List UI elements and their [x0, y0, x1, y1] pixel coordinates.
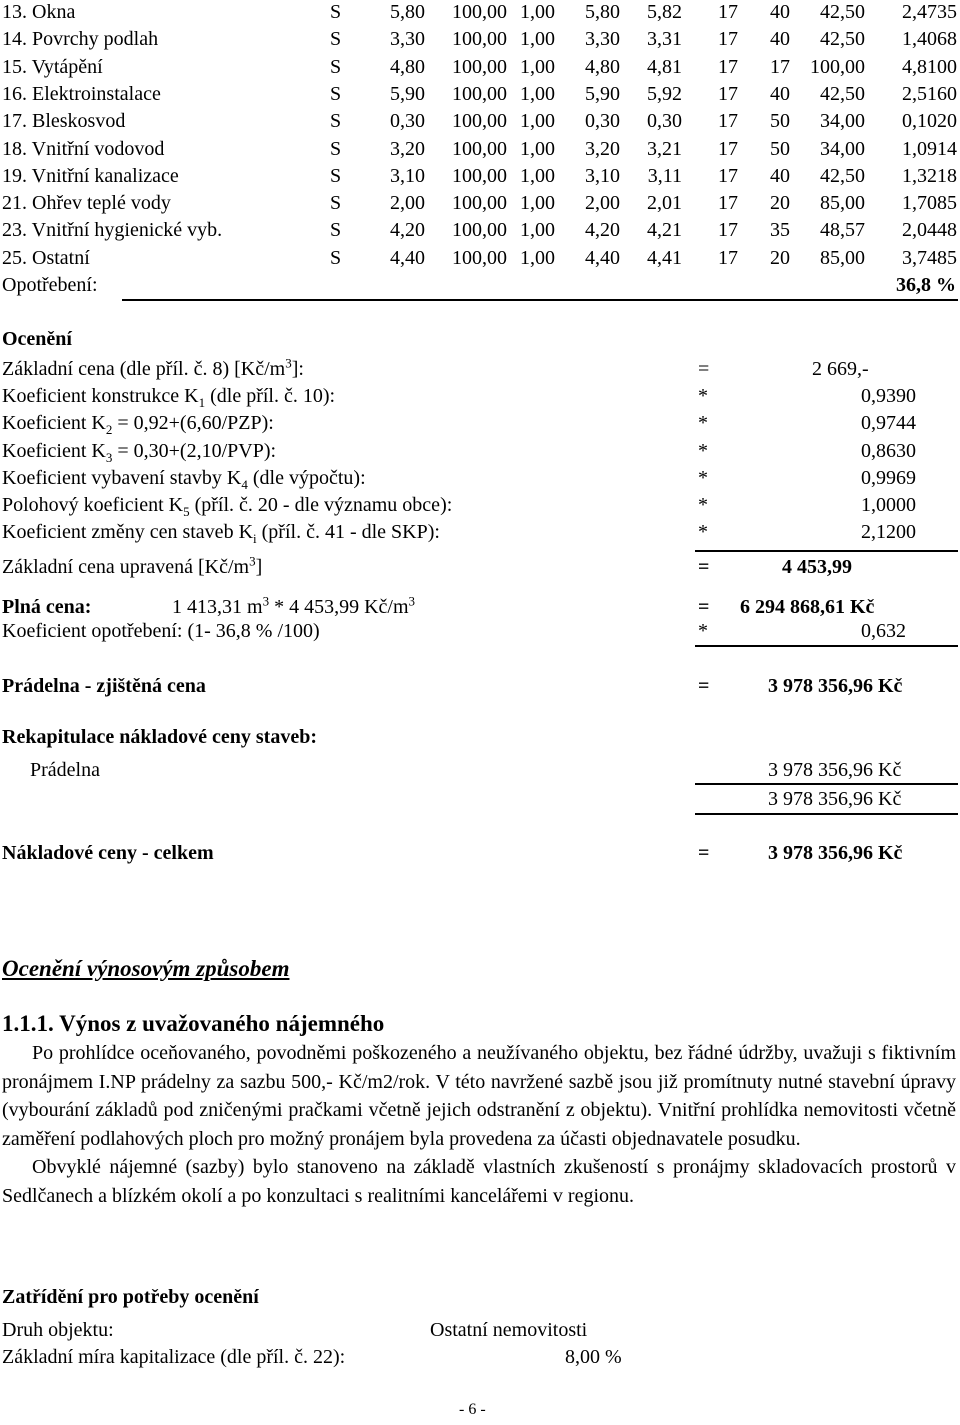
- result-label: Prádelna - zjištěná cena: [2, 675, 206, 697]
- result-op: =: [698, 675, 710, 697]
- table-cell-v7: 40: [770, 164, 790, 187]
- table-cell-v1: 3,20: [390, 137, 425, 160]
- table-cell-v4: 4,40: [585, 246, 620, 269]
- table-cell-s: S: [330, 164, 342, 187]
- valuation-value-base_price: 2 669,-: [812, 358, 869, 380]
- adjusted-op: =: [698, 556, 710, 578]
- table-cell-v6: 17: [718, 219, 738, 242]
- table-cell-v6: 17: [718, 28, 738, 51]
- table-cell-v9: 1,0914: [902, 137, 957, 160]
- valuation-op-ki: *: [698, 521, 708, 544]
- table-cell-v4: 4,80: [585, 55, 620, 78]
- table-cell-v9: 2,5160: [902, 82, 957, 105]
- valuation-value-k1: 0,9390: [861, 385, 916, 408]
- page-number: - 6 -: [459, 1401, 486, 1418]
- paragraph-1: Po prohlídce oceňovaného, povodněmi poškozeného a neužívaného objektu, bez řádné údržby, uvažuji s fiktivním pronájmem I.NP prádelny za sazbu 500,- Kč/m2/rok. V této navržené sazbě jsou již promítnuty nutné stavební úpravy (vybourání základů pod zničenými pračkami včetně jejich odstranění z objektu). Vnitřní prohlídka nemovitosti včetně zaměření podlahových ploch pro možný pronájem byla provedena za účasti objednavatele posudku.: [2, 1042, 956, 1150]
- table-cell-s: S: [330, 82, 342, 105]
- table-cell-name: 21. Ohřev teplé vody: [2, 192, 171, 215]
- table-cell-v7: 50: [770, 110, 790, 133]
- table-cell-v5: 0,30: [647, 110, 682, 133]
- table-cell-v3: 1,00: [520, 1, 555, 23]
- table-cell-v3: 1,00: [520, 28, 555, 51]
- table-cell-v4: 3,20: [585, 137, 620, 160]
- table-cell-v1: 4,20: [390, 219, 425, 242]
- adjusted-label: Základní cena upravená $[Kč/m^3]$: [2, 553, 263, 578]
- table-cell-v4: 4,20: [585, 219, 620, 242]
- table-cell-name: 16. Elektroinstalace: [2, 82, 161, 105]
- income-heading: Ocenění výnosovým způsobem: [2, 956, 290, 981]
- valuation-label-k5: Polohový koeficient $K_5$ (příl. č. 20 - dle významu obce):: [2, 494, 453, 519]
- table-cell-v7: 35: [770, 219, 790, 242]
- table-cell-v9: 3,7485: [902, 246, 957, 269]
- table-cell-v3: 1,00: [520, 219, 555, 242]
- table-cell-v9: 1,3218: [902, 164, 957, 187]
- table-cell-name: 25. Ostatní: [2, 246, 90, 269]
- table-cell-v6: 17: [718, 246, 738, 269]
- table-cell-v4: 3,30: [585, 28, 620, 51]
- table-cell-v5: 3,11: [647, 164, 682, 187]
- type-label: Druh objektu:: [2, 1319, 114, 1341]
- wear-coef-underline: [695, 645, 958, 647]
- valuation-heading: Ocenění: [2, 328, 72, 350]
- table-cell-s: S: [330, 1, 342, 23]
- full-price-op: =: [698, 596, 710, 618]
- table-cell-v6: 17: [718, 1, 738, 23]
- table-cell-s: S: [330, 219, 342, 242]
- wear-coef-op: *: [698, 620, 708, 642]
- valuation-op-k5: *: [698, 494, 708, 516]
- table-cell-v1: 4,80: [390, 55, 425, 78]
- table-cell-v7: 40: [770, 28, 790, 51]
- valuation-label-ki: Koeficient změny cen staveb $K_i$ (příl. č. 41 - dle SKP):: [2, 521, 440, 547]
- table-cell-name: 17. Bleskosvod: [2, 110, 126, 133]
- cap-label: Základní míra kapitalizace (dle příl. č. 22):: [2, 1346, 346, 1368]
- table-cell-name: 15. Vytápění: [2, 55, 103, 78]
- wear-coef-label: Koeficient opotřebení: (1- 36,8 % /100): [2, 620, 320, 642]
- table-cell-v3: 1,00: [520, 137, 555, 160]
- table-cell-s: S: [330, 137, 342, 160]
- recap-item-value: 3 978 356,96 Kč: [768, 759, 902, 781]
- table-cell-v2: 100,00: [452, 192, 507, 215]
- table-cell-v8: 42,50: [820, 82, 865, 105]
- table-cell-s: S: [330, 28, 342, 51]
- table-cell-name: 18. Vnitřní vodovod: [2, 137, 165, 160]
- table-cell-v1: 0,30: [390, 110, 425, 133]
- valuation-label-base_price: Základní cena (dle příl. č. 8) $[Kč/m^3]$:: [2, 355, 304, 380]
- wear-value: 36,8 %: [896, 274, 956, 296]
- table-cell-v9: 2,0448: [902, 219, 957, 242]
- table-cell-v4: 5,80: [585, 1, 620, 23]
- table-cell-v7: 20: [770, 246, 790, 269]
- table-cell-v8: 42,50: [820, 28, 865, 51]
- table-cell-v4: 5,90: [585, 82, 620, 105]
- table-cell-v5: 3,21: [647, 137, 682, 160]
- table-cell-v8: 100,00: [810, 55, 865, 78]
- table-cell-v2: 100,00: [452, 55, 507, 78]
- table-cell-v5: 5,92: [647, 82, 682, 105]
- table-cell-v1: 2,00: [390, 192, 425, 215]
- table-cell-v5: 2,01: [647, 192, 682, 215]
- valuation-value-k3: 0,8630: [861, 439, 916, 462]
- class-heading: Zatřídění pro potřeby ocenění: [2, 1286, 259, 1308]
- table-cell-v3: 1,00: [520, 164, 555, 187]
- table-cell-v6: 17: [718, 164, 738, 187]
- valuation-op-k1: *: [698, 385, 708, 408]
- recap-heading: Rekapitulace nákladové ceny staveb:: [2, 726, 317, 748]
- table-cell-v4: 2,00: [585, 192, 620, 215]
- adjusted-value: 4 453,99: [782, 556, 852, 578]
- full-price-value: 6 294 868,61 Kč: [740, 596, 875, 618]
- recap-subtotal: 3 978 356,96 Kč: [768, 788, 902, 810]
- table-cell-v3: 1,00: [520, 82, 555, 105]
- table-cell-s: S: [330, 110, 342, 133]
- table-cell-s: S: [330, 192, 342, 215]
- table-cell-v7: 40: [770, 82, 790, 105]
- income-subheading: 1.1.1. Výnos z uvažovaného nájemného: [2, 1011, 385, 1036]
- valuation-value-k5: 1,0000: [861, 494, 916, 516]
- valuation-value-k4: 0,9969: [861, 466, 916, 489]
- table-cell-v2: 100,00: [452, 1, 507, 23]
- table-cell-s: S: [330, 55, 342, 78]
- table-cell-v9: 0,1020: [902, 110, 957, 133]
- table-cell-v5: 3,31: [647, 28, 682, 51]
- table-cell-v5: 4,21: [647, 219, 682, 242]
- full-price-calc: 1 413,31 $m^3 * 4$ 453,99 $Kč/m^3$: [172, 593, 415, 618]
- table-cell-v8: 85,00: [820, 192, 865, 215]
- table-cell-v6: 17: [718, 82, 738, 105]
- table-cell-v7: 40: [770, 1, 790, 23]
- table-cell-v1: 5,80: [390, 1, 425, 23]
- valuation-op-k3: *: [698, 439, 708, 462]
- table-cell-name: 13. Okna: [2, 1, 76, 23]
- table-cell-v1: 3,30: [390, 28, 425, 51]
- wear-coef-value: 0,632: [861, 620, 906, 642]
- table-cell-v6: 17: [718, 110, 738, 133]
- valuation-op-k2: *: [698, 412, 708, 435]
- valuation-op-k4: *: [698, 466, 708, 489]
- table-cell-v4: 3,10: [585, 164, 620, 187]
- table-cell-v2: 100,00: [452, 28, 507, 51]
- table-cell-v8: 42,50: [820, 164, 865, 187]
- table-cell-s: S: [330, 246, 342, 269]
- paragraph-2: Obvyklé nájemné (sazby) bylo stanoveno na základě vlastních zkušeností s pronájmy skladovacích prostorů v Sedlčanech a blízkém okolí a po konzultaci s realitními kancelářemi v regionu.: [2, 1156, 956, 1207]
- recap-subtotal-underline: [695, 813, 958, 815]
- table-cell-v2: 100,00: [452, 219, 507, 242]
- table-cell-v5: 4,81: [647, 55, 682, 78]
- table-cell-v8: 34,00: [820, 137, 865, 160]
- table-cell-v8: 85,00: [820, 246, 865, 269]
- valuation-label-k1: Koeficient konstrukce $K_1$ (dle příl. č. 10):: [2, 385, 336, 411]
- table-cell-v1: 3,10: [390, 164, 425, 187]
- cap-value: 8,00 %: [565, 1346, 622, 1368]
- table-cell-v5: 5,82: [647, 1, 682, 23]
- table-cell-v2: 100,00: [452, 82, 507, 105]
- total-label: Nákladové ceny - celkem: [2, 842, 214, 864]
- table-cell-v7: 20: [770, 192, 790, 215]
- type-value: Ostatní nemovitosti: [430, 1319, 588, 1341]
- table-cell-v2: 100,00: [452, 246, 507, 269]
- table-cell-v8: 34,00: [820, 110, 865, 133]
- table-cell-v3: 1,00: [520, 246, 555, 269]
- full-price-label: Plná cena:: [2, 596, 92, 618]
- table-cell-v6: 17: [718, 55, 738, 78]
- table-cell-v9: 1,7085: [902, 192, 957, 215]
- table-cell-name: 14. Povrchy podlah: [2, 28, 159, 51]
- table-cell-v5: 4,41: [647, 246, 682, 269]
- table-cell-v2: 100,00: [452, 137, 507, 160]
- table-cell-v4: 0,30: [585, 110, 620, 133]
- recap-item-label: Prádelna: [30, 759, 100, 781]
- table-cell-name: 19. Vnitřní kanalizace: [2, 164, 179, 187]
- valuation-value-ki: 2,1200: [861, 521, 916, 544]
- valuation-label-k2: Koeficient $K_2 = 0,92+(6,60/PZP)$:: [2, 412, 274, 438]
- table-cell-v9: 4,8100: [902, 55, 957, 78]
- coef-underline: [695, 550, 958, 552]
- recap-underline: [695, 783, 958, 785]
- table-cell-v6: 17: [718, 192, 738, 215]
- valuation-label-k3: Koeficient $K_3 = 0,30+(2,10/PVP)$:: [2, 439, 277, 465]
- table-cell-v2: 100,00: [452, 164, 507, 187]
- total-value: 3 978 356,96 Kč: [768, 842, 903, 864]
- table-cell-v1: 4,40: [390, 246, 425, 269]
- table-cell-v3: 1,00: [520, 55, 555, 78]
- table-cell-v9: 2,4735: [902, 1, 957, 23]
- table-cell-v3: 1,00: [520, 192, 555, 215]
- table-cell-v8: 48,57: [820, 219, 865, 242]
- table-cell-v9: 1,4068: [902, 28, 957, 51]
- income-paragraphs: [2, 1039, 956, 1211]
- table-cell-v8: 42,50: [820, 1, 865, 23]
- table-cell-v1: 5,90: [390, 82, 425, 105]
- table-cell-v7: 17: [770, 55, 790, 78]
- wear-label: Opotřebení:: [2, 274, 98, 296]
- table-cell-name: 23. Vnitřní hygienické vyb.: [2, 219, 223, 242]
- wear-underline: [122, 299, 958, 301]
- table-cell-v2: 100,00: [452, 110, 507, 133]
- table-cell-v7: 50: [770, 137, 790, 160]
- valuation-value-k2: 0,9744: [861, 412, 916, 435]
- result-value: 3 978 356,96 Kč: [768, 675, 903, 697]
- valuation-label-k4: Koeficient vybavení stavby $K_4$ (dle výpočtu):: [2, 466, 366, 492]
- valuation-op-base_price: =: [698, 358, 710, 380]
- total-op: =: [698, 842, 710, 864]
- table-cell-v3: 1,00: [520, 110, 555, 133]
- table-cell-v6: 17: [718, 137, 738, 160]
